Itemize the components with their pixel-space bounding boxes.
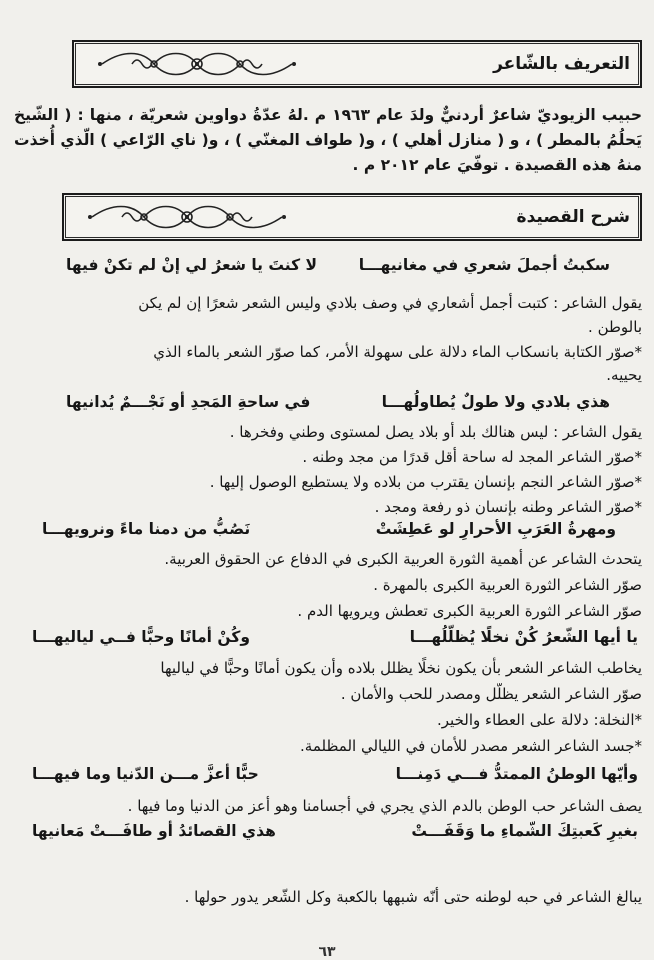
poet-intro-heading-box: [72, 40, 642, 88]
verse-second-hemistich: وكُنْ أمانًا وحبًّا فــي لياليهـــا: [32, 628, 250, 646]
verse-second-hemistich: لا كنتَ يا شعرُ لي إنْ لم تكنْ فيها: [66, 256, 318, 274]
poem-verse: [14, 628, 642, 652]
ornament-divider-icon: [92, 46, 302, 82]
explanation-line: يصف الشاعر حب الوطن بالدم الذي يجري في أجسامنا وهو أعز من الدنيا وما فيها .: [127, 797, 642, 815]
explanation-line: يقول الشاعر : ليس هنالك بلد أو بلاد يصل لمستوى وطني وفخرها .: [229, 423, 642, 441]
poet-intro-heading: التعريف بالشّاعر: [493, 54, 630, 74]
verse-first-hemistich: بغيرِ كَعبتِكَ الشّماءِ ما وَقَفَـــتْ: [411, 822, 638, 840]
explanation-line: يبالغ الشاعر في حبه لوطنه حتى أنّه شبهها بالكعبة وكل الشّعر يدور حولها .: [184, 888, 642, 906]
poem-verse: [14, 822, 642, 846]
verse-first-hemistich: سكبتُ أجملَ شعري في مغانيهـــا: [358, 256, 610, 274]
explanation-line: صوّر الشاعر الشعر يظلّل ومصدر للحب والأمان .: [340, 685, 642, 703]
ornament-divider-icon: [82, 199, 292, 235]
explanation-line: *جسد الشاعر الشعر مصدر للأمان في الليالي المظلمة.: [300, 737, 642, 755]
verse-first-hemistich: هذي بلادي ولا طولٌ يُطاولُهـــا: [381, 393, 610, 411]
verse-second-hemistich: هذي القصائدُ أو طافَـــتْ مَعانيها: [32, 822, 276, 840]
verse-second-hemistich: حبًّا أعزَّ مـــن الدّنيا وما فيهـــا: [32, 765, 259, 783]
explanation-line: صوّر الشاعر الثورة العربية الكبرى بالمهرة .: [373, 576, 642, 594]
verse-second-hemistich: في ساحةِ المَجدِ أو نَجْـــمٌ يُدانيها: [66, 393, 311, 411]
page-number: ٦٣: [318, 944, 336, 960]
explanation-line: يخاطب الشاعر الشعر بأن يكون نخلًا يظلل بلاده وأن يكون أمانًا وحبًّا في لياليها: [160, 659, 642, 677]
poem-verse: [14, 520, 642, 544]
poem-explanation-heading-box: [62, 193, 642, 241]
poem-verse: [14, 765, 642, 789]
verse-first-hemistich: وأيّها الوطنُ الممتدُّ فـــي دَمِنـــا: [395, 765, 638, 783]
verse-first-hemistich: يا أيها الشّعرُ كُنْ نخلًا يُظلّلُهـــا: [409, 628, 638, 646]
explanation-line: يتحدث الشاعر عن أهمية الثورة العربية الكبرى في الدفاع عن الحقوق العربية.: [164, 550, 642, 568]
explanation-line: يحييه.: [606, 366, 642, 384]
verse-first-hemistich: ومهرةُ العَرَبِ الأحرارِ لو عَطِشَتْ: [375, 520, 616, 538]
poem-verse: [14, 256, 642, 280]
explanation-line: *صوّر الشاعر وطنه بإنسان ذو رفعة ومجد .: [374, 498, 642, 516]
poem-verse: [14, 393, 642, 417]
poem-explanation-heading: شرح القصيدة: [516, 207, 630, 227]
explanation-line: *النخلة: دلالة على العطاء والخير.: [437, 711, 642, 729]
poet-bio-paragraph: حبيب الزيوديّ شاعرٌ أردنيٌّ ولدَ عام ١٩٦٣ م .لهُ عدّةُ دواوين شعريّة ، منها : ( الشّيخ يَحلُمُ بالمطر ) ، و ( منازل أهلي ) ، و( طواف المغنّي ) ، و( ناي الرّاعي ) الّذي أُخذت منهُ هذه القصيدة . توفّيَ عام ٢٠١٢ م .: [14, 106, 642, 174]
explanation-line: صوّر الشاعر الثورة العربية الكبرى تعطش ويرويها الدم .: [297, 602, 642, 620]
verse-second-hemistich: نَصُبُّ من دمنا ماءً ونرويهـــا: [42, 520, 251, 538]
explanation-line: *صوّر الكتابة بانسكاب الماء دلالة على سهولة الأمر، كما صوّر الشعر بالماء الذي: [153, 343, 642, 361]
explanation-line: بالوطن .: [588, 318, 642, 336]
explanation-line: *صوّر الشاعر النجم بإنسان يقترب من بلاده ولا يستطيع الوصول إليها .: [209, 473, 642, 491]
explanation-line: يقول الشاعر : كتبت أجمل أشعاري في وصف بلادي وليس الشعر شعرًا إن لم يكن: [138, 294, 642, 312]
explanation-line: *صوّر الشاعر المجد له ساحة أقل قدرًا من مجد وطنه .: [302, 448, 642, 466]
